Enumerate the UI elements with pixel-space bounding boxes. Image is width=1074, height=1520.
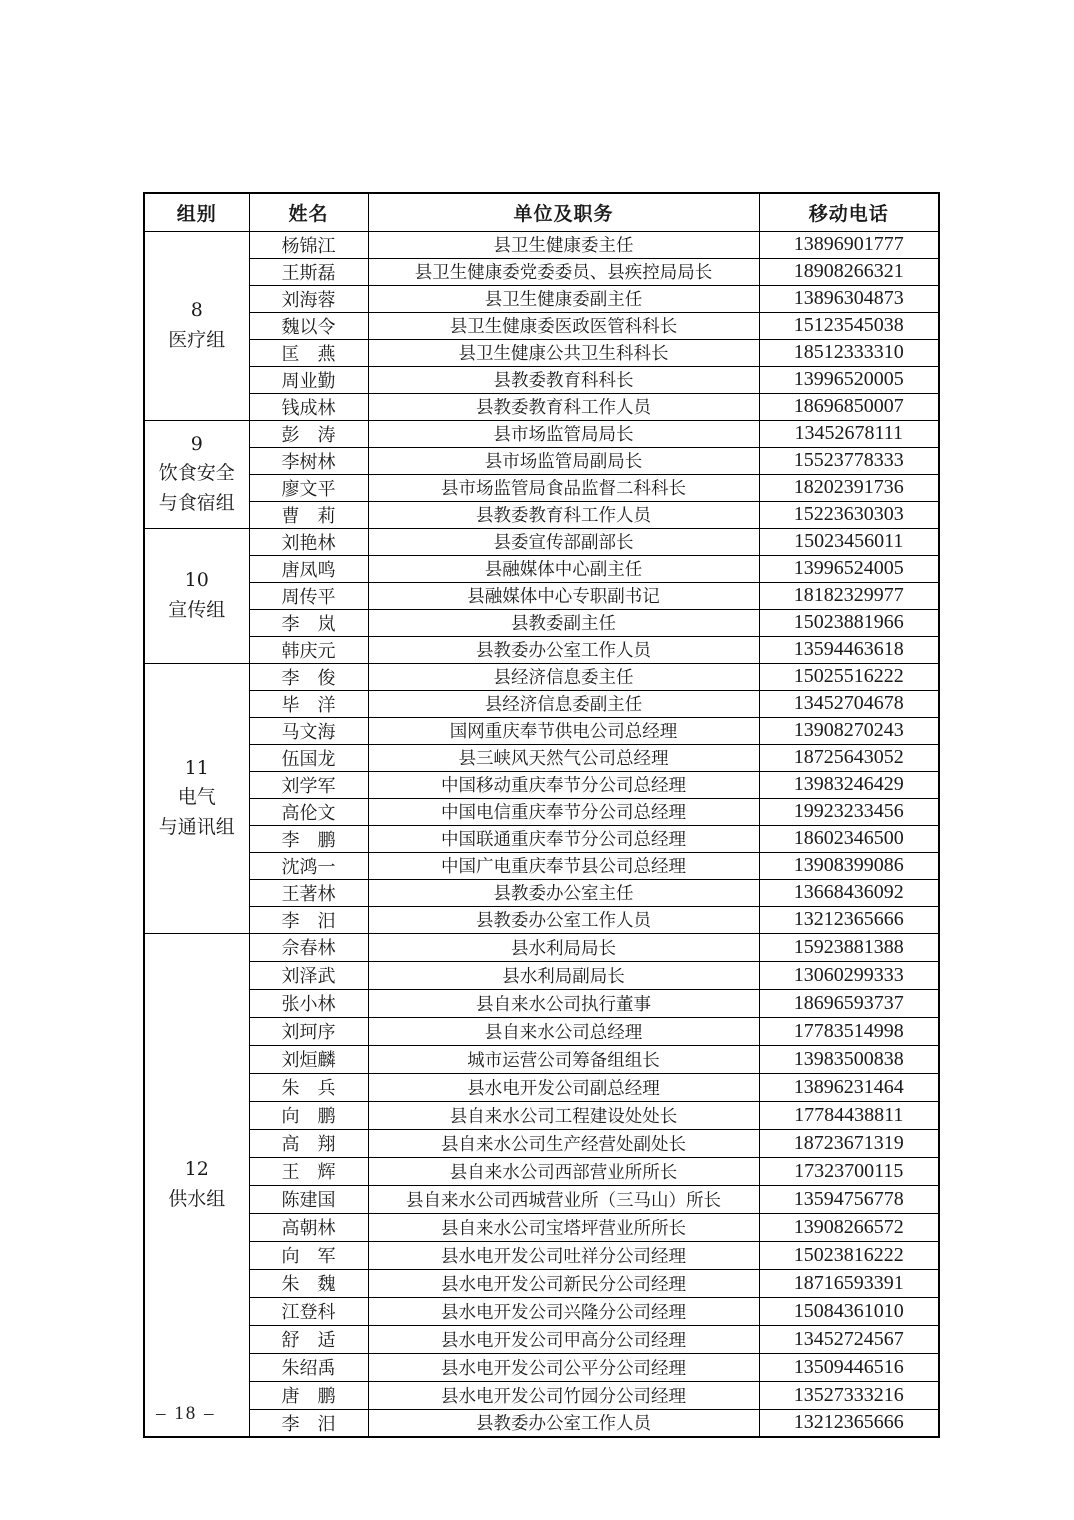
unit-cell: 县经济信息委副主任: [368, 690, 759, 717]
table-row: [144, 366, 939, 393]
table-row: [144, 231, 939, 258]
name-cell: 刘泽武: [249, 961, 368, 989]
name-cell: 刘海蓉: [249, 285, 368, 312]
name-cell: 杨锦江: [249, 231, 368, 258]
table-row: [144, 825, 939, 852]
table-row: [144, 1325, 939, 1353]
name-cell: 魏以令: [249, 312, 368, 339]
unit-cell: 县经济信息委主任: [368, 663, 759, 690]
name-cell: 钱成林: [249, 393, 368, 420]
header-name: 姓名: [249, 193, 368, 231]
table-body: [144, 231, 939, 1437]
table-row: [144, 1129, 939, 1157]
phone-cell: 15084361010: [759, 1297, 939, 1325]
header-group: 组别: [144, 193, 249, 231]
phone-cell: 15025516222: [759, 663, 939, 690]
table-row: [144, 609, 939, 636]
name-cell: 毕 洋: [249, 690, 368, 717]
unit-cell: 县卫生健康委主任: [368, 231, 759, 258]
name-cell: 张小林: [249, 989, 368, 1017]
phone-cell: 13983246429: [759, 771, 939, 798]
group-label-line: 12: [184, 1158, 209, 1181]
table-row: [144, 879, 939, 906]
name-cell: 李 汨: [249, 906, 368, 933]
table-row: [144, 690, 939, 717]
unit-cell: 中国移动重庆奉节分公司总经理: [368, 771, 759, 798]
phone-cell: 15923881388: [759, 933, 939, 961]
unit-cell: 县教委教育科科长: [368, 366, 759, 393]
phone-cell: 15223630303: [759, 501, 939, 528]
phone-cell: 13996520005: [759, 366, 939, 393]
phone-cell: 13908399086: [759, 852, 939, 879]
unit-cell: 中国电信重庆奉节分公司总经理: [368, 798, 759, 825]
phone-cell: 13996524005: [759, 555, 939, 582]
unit-cell: 县教委办公室主任: [368, 879, 759, 906]
table-row: [144, 1409, 939, 1437]
name-cell: 马文海: [249, 717, 368, 744]
table-row: [144, 555, 939, 582]
name-cell: 周业勤: [249, 366, 368, 393]
unit-cell: 县委宣传部副部长: [368, 528, 759, 555]
name-cell: 李 岚: [249, 609, 368, 636]
name-cell: 朱 兵: [249, 1073, 368, 1101]
table-row: [144, 312, 939, 339]
phone-cell: 18696593737: [759, 989, 939, 1017]
unit-cell: 中国联通重庆奉节分公司总经理: [368, 825, 759, 852]
phone-cell: 13983500838: [759, 1045, 939, 1073]
table-row: [144, 1353, 939, 1381]
phone-cell: 13452678111: [759, 420, 939, 447]
table-row: [144, 447, 939, 474]
phone-cell: 17783514998: [759, 1017, 939, 1045]
unit-cell: 县市场监管局局长: [368, 420, 759, 447]
table-row: [144, 906, 939, 933]
table-row: [144, 852, 939, 879]
table-row: [144, 1045, 939, 1073]
table-row: [144, 1101, 939, 1129]
name-cell: 沈鸿一: [249, 852, 368, 879]
name-cell: 刘艳林: [249, 528, 368, 555]
table-row: [144, 771, 939, 798]
unit-cell: 县水电开发公司新民分公司经理: [368, 1269, 759, 1297]
phone-cell: 15023816222: [759, 1241, 939, 1269]
group-cell: [144, 528, 249, 663]
phone-cell: 13668436092: [759, 879, 939, 906]
phone-cell: 13908270243: [759, 717, 939, 744]
unit-cell: 县三峡风天然气公司总经理: [368, 744, 759, 771]
phone-cell: 18716593391: [759, 1269, 939, 1297]
phone-cell: 18723671319: [759, 1129, 939, 1157]
header-unit: 单位及职务: [368, 193, 759, 231]
table-row: [144, 285, 939, 312]
contact-table: [143, 192, 940, 1438]
table-row: [144, 933, 939, 961]
table-row: [144, 1241, 939, 1269]
table-row: [144, 528, 939, 555]
phone-cell: 18602346500: [759, 825, 939, 852]
name-cell: 向 鹏: [249, 1101, 368, 1129]
group-label-line: 供水组: [168, 1187, 226, 1210]
unit-cell: 县自来水公司执行董事: [368, 989, 759, 1017]
unit-cell: 县卫生健康委医政医管科科长: [368, 312, 759, 339]
name-cell: 刘学军: [249, 771, 368, 798]
name-cell: 王著林: [249, 879, 368, 906]
table-row: [144, 501, 939, 528]
phone-cell: 18202391736: [759, 474, 939, 501]
table-row: [144, 1213, 939, 1241]
name-cell: 李 汨: [249, 1409, 368, 1437]
phone-cell: 13594756778: [759, 1185, 939, 1213]
name-cell: 李 俊: [249, 663, 368, 690]
table-row: [144, 663, 939, 690]
phone-cell: 17784438811: [759, 1101, 939, 1129]
name-cell: 朱绍禹: [249, 1353, 368, 1381]
name-cell: 唐凤鸣: [249, 555, 368, 582]
name-cell: 匡 燕: [249, 339, 368, 366]
phone-cell: 13212365666: [759, 1409, 939, 1437]
name-cell: 王 辉: [249, 1157, 368, 1185]
phone-cell: 18182329977: [759, 582, 939, 609]
unit-cell: 县自来水公司宝塔坪营业所所长: [368, 1213, 759, 1241]
group-label-line: 宣传组: [168, 598, 226, 621]
unit-cell: 县水电开发公司兴隆分公司经理: [368, 1297, 759, 1325]
table-row: [144, 1381, 939, 1409]
phone-cell: 13896901777: [759, 231, 939, 258]
unit-cell: 县水利局局长: [368, 933, 759, 961]
group-cell: [144, 933, 249, 1437]
name-cell: 唐 鹏: [249, 1381, 368, 1409]
unit-cell: 县水利局副局长: [368, 961, 759, 989]
table-row: [144, 1073, 939, 1101]
table-row: [144, 989, 939, 1017]
name-cell: 廖文平: [249, 474, 368, 501]
table-row: [144, 1185, 939, 1213]
name-cell: 舒 适: [249, 1325, 368, 1353]
phone-cell: 19923233456: [759, 798, 939, 825]
phone-cell: 18696850007: [759, 393, 939, 420]
phone-cell: 18725643052: [759, 744, 939, 771]
unit-cell: 县教委办公室工作人员: [368, 906, 759, 933]
page-number: – 18 –: [156, 1403, 216, 1424]
name-cell: 王斯磊: [249, 258, 368, 285]
name-cell: 刘珂序: [249, 1017, 368, 1045]
group-cell: [144, 663, 249, 933]
unit-cell: 县水电开发公司公平分公司经理: [368, 1353, 759, 1381]
unit-cell: 城市运营公司筹备组组长: [368, 1045, 759, 1073]
unit-cell: 县自来水公司生产经营处副处长: [368, 1129, 759, 1157]
phone-cell: 15023881966: [759, 609, 939, 636]
name-cell: 曹 莉: [249, 501, 368, 528]
name-cell: 李 鹏: [249, 825, 368, 852]
table-row: [144, 636, 939, 663]
table-row: [144, 393, 939, 420]
unit-cell: 国网重庆奉节供电公司总经理: [368, 717, 759, 744]
unit-cell: 县水电开发公司竹园分公司经理: [368, 1381, 759, 1409]
unit-cell: 县教委办公室工作人员: [368, 1409, 759, 1437]
table-row: [144, 1157, 939, 1185]
unit-cell: 县水电开发公司吐祥分公司经理: [368, 1241, 759, 1269]
phone-cell: 13509446516: [759, 1353, 939, 1381]
phone-cell: 15523778333: [759, 447, 939, 474]
unit-cell: 县自来水公司西城营业所（三马山）所长: [368, 1185, 759, 1213]
group-label-line: 电气: [177, 786, 216, 809]
name-cell: 伍国龙: [249, 744, 368, 771]
unit-cell: 县自来水公司西部营业所所长: [368, 1157, 759, 1185]
phone-cell: 13060299333: [759, 961, 939, 989]
unit-cell: 县市场监管局食品监督二科科长: [368, 474, 759, 501]
phone-cell: 18512333310: [759, 339, 939, 366]
table-row: [144, 798, 939, 825]
phone-cell: 13908266572: [759, 1213, 939, 1241]
unit-cell: 县自来水公司工程建设处处长: [368, 1101, 759, 1129]
name-cell: 陈建国: [249, 1185, 368, 1213]
group-label-line: 10: [184, 569, 209, 592]
name-cell: 高伦文: [249, 798, 368, 825]
unit-cell: 县卫生健康公共卫生科科长: [368, 339, 759, 366]
table-row: [144, 1297, 939, 1325]
phone-cell: 15123545038: [759, 312, 939, 339]
name-cell: 刘烜麟: [249, 1045, 368, 1073]
group-label-line: 9: [190, 432, 203, 455]
unit-cell: 县自来水公司总经理: [368, 1017, 759, 1045]
unit-cell: 县卫生健康委副主任: [368, 285, 759, 312]
unit-cell: 县教委教育科工作人员: [368, 393, 759, 420]
phone-cell: 13896231464: [759, 1073, 939, 1101]
unit-cell: 县水电开发公司副总经理: [368, 1073, 759, 1101]
phone-cell: 13452724567: [759, 1325, 939, 1353]
table-row: [144, 474, 939, 501]
phone-cell: 17323700115: [759, 1157, 939, 1185]
name-cell: 江登科: [249, 1297, 368, 1325]
table-row: [144, 1017, 939, 1045]
table-row: [144, 961, 939, 989]
phone-cell: 13527333216: [759, 1381, 939, 1409]
group-label-line: 11: [184, 756, 209, 779]
table-header-row: [144, 193, 939, 231]
table-row: [144, 1269, 939, 1297]
group-label-line: 与食宿组: [158, 491, 235, 514]
phone-cell: 13212365666: [759, 906, 939, 933]
unit-cell: 县市场监管局副局长: [368, 447, 759, 474]
unit-cell: 县教委副主任: [368, 609, 759, 636]
phone-cell: 13452704678: [759, 690, 939, 717]
name-cell: 李树林: [249, 447, 368, 474]
table-row: [144, 258, 939, 285]
group-cell: [144, 420, 249, 528]
phone-cell: 13896304873: [759, 285, 939, 312]
phone-cell: 13594463618: [759, 636, 939, 663]
group-cell: [144, 231, 249, 420]
table-row: [144, 582, 939, 609]
name-cell: 高 翔: [249, 1129, 368, 1157]
unit-cell: 县水电开发公司甲高分公司经理: [368, 1325, 759, 1353]
unit-cell: 县融媒体中心副主任: [368, 555, 759, 582]
name-cell: 周传平: [249, 582, 368, 609]
table-row: [144, 339, 939, 366]
name-cell: 彭 涛: [249, 420, 368, 447]
group-label-line: 饮食安全: [158, 462, 235, 485]
unit-cell: 县融媒体中心专职副书记: [368, 582, 759, 609]
unit-cell: 中国广电重庆奉节县公司总经理: [368, 852, 759, 879]
name-cell: 韩庆元: [249, 636, 368, 663]
phone-cell: 18908266321: [759, 258, 939, 285]
group-label-line: 8: [190, 299, 203, 322]
header-phone: 移动电话: [759, 193, 939, 231]
table-row: [144, 717, 939, 744]
name-cell: 佘春林: [249, 933, 368, 961]
group-label-line: 与通讯组: [158, 815, 235, 838]
name-cell: 高朝林: [249, 1213, 368, 1241]
unit-cell: 县教委办公室工作人员: [368, 636, 759, 663]
group-label-line: 医疗组: [168, 328, 226, 351]
unit-cell: 县卫生健康委党委委员、县疾控局局长: [368, 258, 759, 285]
table-row: [144, 744, 939, 771]
name-cell: 朱 魏: [249, 1269, 368, 1297]
name-cell: 向 军: [249, 1241, 368, 1269]
table-row: [144, 420, 939, 447]
unit-cell: 县教委教育科工作人员: [368, 501, 759, 528]
phone-cell: 15023456011: [759, 528, 939, 555]
